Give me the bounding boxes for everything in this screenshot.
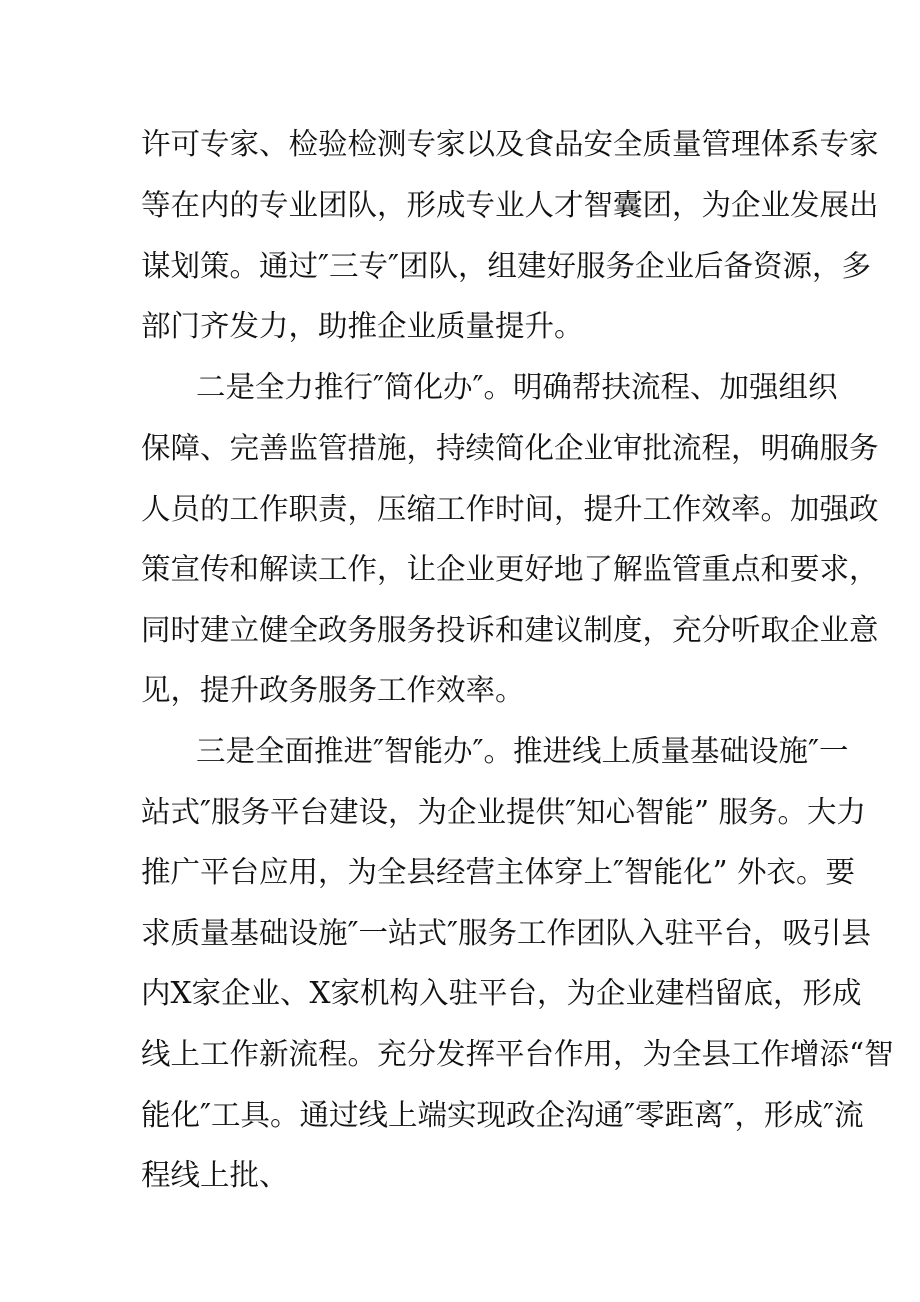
text-line: 站式″服务平台建设，为企业提供″知心智能” 服务。大力 — [141, 795, 866, 829]
text-line: 内X家企业、X家机构入驻平台，为企业建档留底，形成 — [141, 976, 862, 1010]
text-line: 等在内的专业团队，形成专业人才智囊团，为企业发展出 — [141, 188, 879, 222]
text-line: 许可专家、检验检测专家以及食品安全质量管理体系专家 — [141, 127, 879, 161]
text-line: 人员的工作职责，压缩工作时间，提升工作效率。加强政 — [141, 492, 879, 526]
text-line: 程线上批、 — [141, 1158, 289, 1192]
text-line: 部门齐发力，助推企业质量提升。 — [141, 309, 584, 343]
text-line: 谋划策。通过″三专″团队，组建好服务企业后备资源，多 — [141, 249, 872, 283]
paragraph-start-line: 三是全面推进″智能办″。推进线上质量基础设施″一 — [196, 734, 849, 768]
text-line: 同时建立健全政务服务投诉和建议制度，充分听取企业意 — [141, 613, 879, 647]
text-line: 保障、完善监管措施，持续简化企业审批流程，明确服务 — [141, 431, 879, 465]
text-line: 线上工作新流程。充分发挥平台作用，为全县工作增添“智 — [141, 1037, 894, 1071]
text-line: 能化″工具。通过线上端实现政企沟通″零距离″，形成″流 — [141, 1098, 864, 1132]
text-line: 见，提升政务服务工作效率。 — [141, 673, 525, 707]
text-line: 推广平台应用，为全县经营主体穿上″智能化” 外衣。要 — [141, 855, 855, 889]
text-line: 策宣传和解读工作，让企业更好地了解监管重点和要求， — [141, 552, 879, 586]
paragraph-start-line: 二是全力推行″简化办″。明确帮扶流程、加强组织 — [196, 370, 838, 404]
text-line: 求质量基础设施″一站式″服务工作团队入驻平台，吸引县 — [141, 916, 872, 950]
